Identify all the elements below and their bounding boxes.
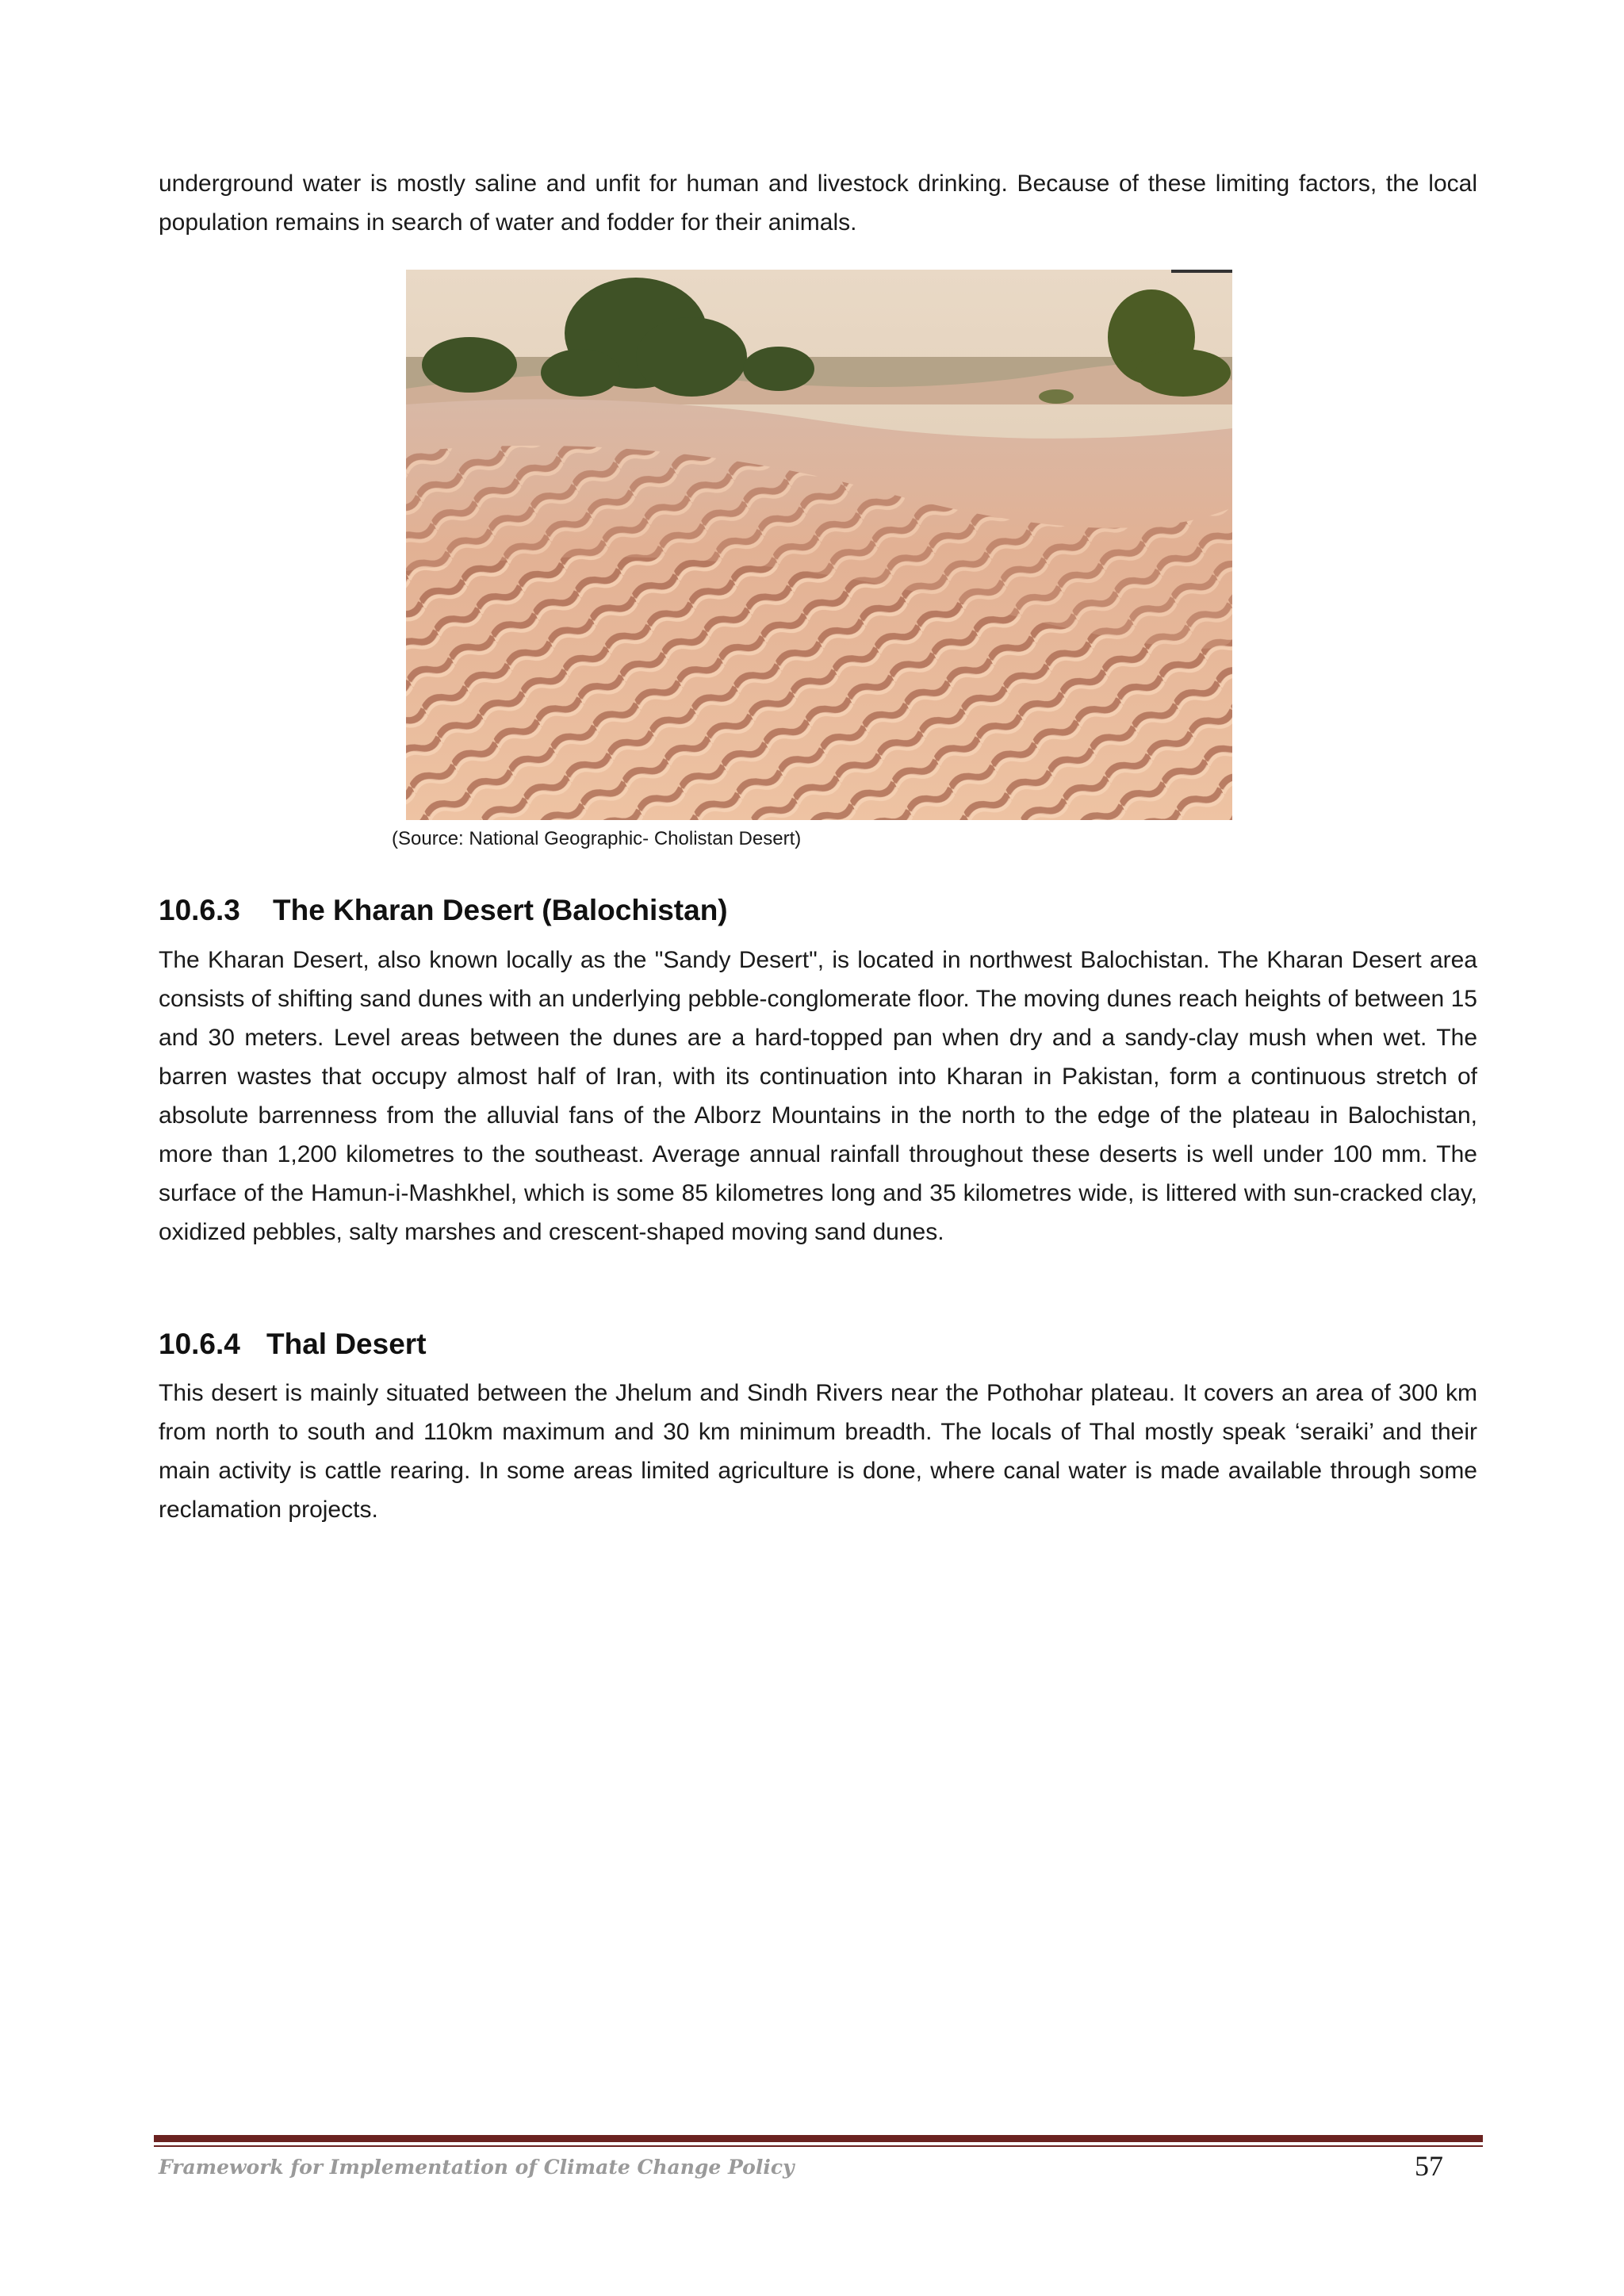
section-number: 10.6.4 [159, 1328, 240, 1360]
section-title: The Kharan Desert (Balochistan) [273, 894, 728, 926]
footer-rule [154, 2135, 1483, 2142]
page-number: 57 [1415, 2150, 1443, 2182]
figure-caption: (Source: National Geographic- Cholistan Desert) [392, 828, 802, 849]
section-title: Thal Desert [266, 1328, 427, 1360]
section-heading-thal-desert [159, 1326, 427, 1363]
thal-desert-paragraph: This desert is mainly situated between the Jhelum and Sindh Rivers near the Pothohar plateau. It covers an area of 300 km from north to south and 110km maximum and 30 km minimum breadth. The locals of Thal mostly speak ‘seraiki’ and their main activity is cattle rearing. In some areas limited agriculture is done, where canal water is made available through some reclamation projects. [159, 1380, 1477, 1523]
kharan-desert-paragraph: The Kharan Desert, also known locally as the "Sandy Desert", is located in northwest Balochistan. The Kharan Desert area consists of shifting sand dunes with an underlying pebble-conglomerate floor. The moving dunes reach heights of between 15 and 30 meters. Level areas between the dunes are a hard-topped pan when dry and a sandy-clay mush when wet. The barren wastes that occupy almost half of Iran, with its continuation into Kharan in Pakistan, form a continuous stretch of absolute barrenness from the alluvial fans of the Alborz Mountains in the north to the edge of the plateau in Balochistan, more than 1,200 kilometres to the southeast. Average annual rainfall throughout these deserts is well under 100 mm. The surface of the Hamun-i-Mashkhel, which is some 85 kilometres long and 35 kilometres wide, is littered with sun-cracked clay, oxidized pebbles, salty marshes and crescent-shaped moving sand dunes. [159, 947, 1477, 1245]
section-number: 10.6.3 [159, 894, 240, 926]
section-heading-kharan-desert [159, 892, 728, 929]
footer-rule-thin [154, 2145, 1483, 2147]
desert-photo [406, 270, 1232, 820]
sand-dunes-image [406, 270, 1232, 820]
footer-document-title: Framework for Implementation of Climate Change Policy [159, 2156, 795, 2179]
intro-paragraph: underground water is mostly saline and unfit for human and livestock drinking. Because of these limiting factors, the local population remains in search of water and fodder for their animals. [159, 171, 1477, 236]
